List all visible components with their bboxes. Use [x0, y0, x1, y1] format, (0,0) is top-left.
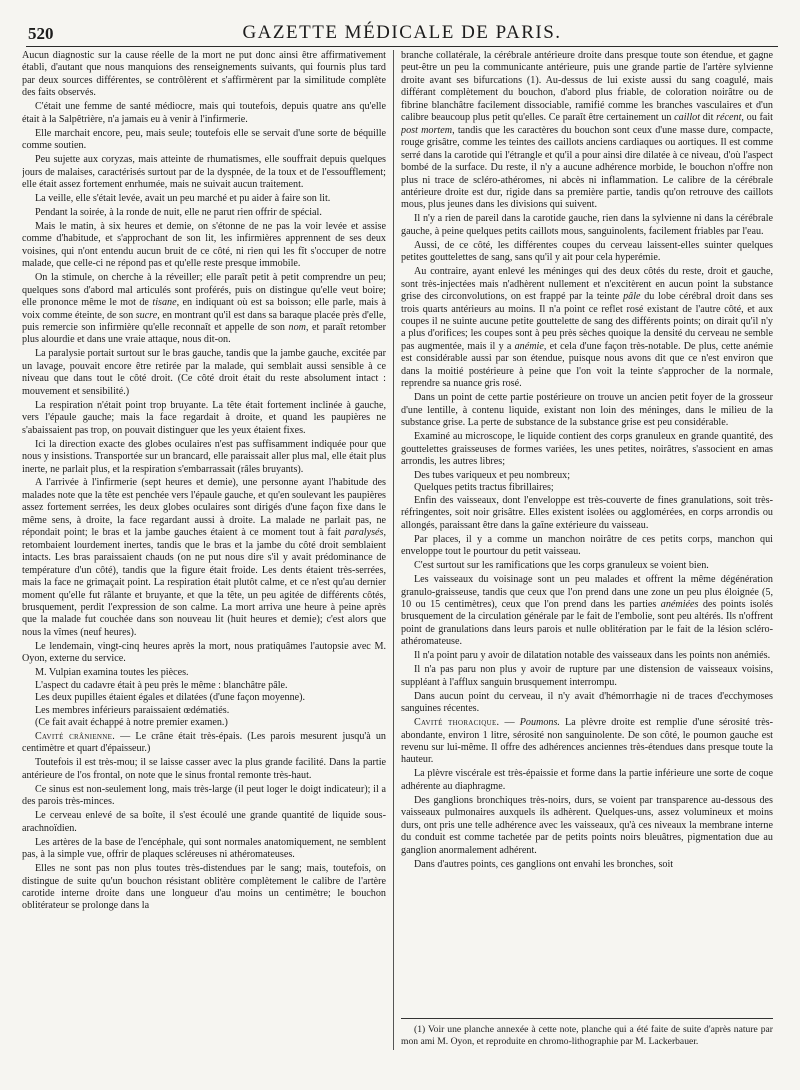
paragraph: Toutefois il est très-mou; il se laisse casser avec la plus grande facilité. Dans la partie antérieure de l'os frontal, on note que le sinus frontal remonte très-haut.	[22, 757, 386, 781]
text-run: , tandis que les caractères du bouchon sont ceux d'une masse dure, compacte, rouge grisâtre, comme les teintes des caillots anciens cardiaques ou aortiques. Il est comme serré dans la carotide qui l'étrangle et qu'il a pour ainsi dire dilatée à ce niveau, d'où l'aspect bombé de la surface. Du reste, il n'y a aucune adhérence morbide, le bouchon n'offre non plus ni trace de scléro-athéromes, ni abcès ni inflammation. Le calibre de la cérébrale antérieure droite est dur, rigide dans sa première partie, tandis qu'on retrouve des caillots mous, plus jeunes dans les divisions qui suivent.	[401, 124, 773, 211]
footnote	[401, 1024, 773, 1047]
paragraph: La respiration n'était point trop bruyante. La tête était fortement inclinée à gauche, vers l'épaule gauche; mais la face regardait à droite, et quand les paupières ne s'abaissaient pas trop, on pouvait distinguer que les yeux étaient fixes.	[22, 399, 386, 436]
paragraph: Ce sinus est non-seulement long, mais très-large (il peut loger le doigt indicateur); il a des parois très-minces.	[22, 783, 386, 808]
paragraph: Aucun diagnostic sur la cause réelle de la mort ne put donc ainsi être affirmativement établi, d'autant que nous manquions des renseignements suivants, qui fournis plus tard par deux sources différentes, se contrôlèrent et s'affirmèrent par la similitude complète des faits observés.	[22, 50, 386, 99]
paragraph: La plèvre viscérale est très-épaissie et forme dans la partie inférieure une sorte de coque adhérente au diaphragme.	[401, 768, 773, 792]
paragraph: La paralysie portait surtout sur le bras gauche, tandis que la jambe gauche, excitée par un lavage, pouvait encore être retirée par la malade, qui semblait aussi sensible à ce niveau que dans tout le côté droit. (Ce côté droit était du reste absolument intact : mouvement et sensibilité.)	[22, 348, 386, 397]
text-run: , en montrant qu'il est dans sa baraque placée près d'elle, puis remercie son infirmière qu'elle reconnaît et appelle de son	[22, 309, 386, 334]
paragraph: Enfin des vaisseaux, dont l'enveloppe est très-couverte de fines granulations, soit très-réfringentes, soit noir grisâtre. Elles existent isolées ou agglomérées, en corps arrondis ou allongés, paraissant être dans la gaîne extérieure du vaisseau.	[401, 494, 773, 531]
text-run: , ou fait	[741, 112, 773, 124]
paragraph: C'est surtout sur les ramifications que les corps granuleux se voient bien.	[414, 560, 709, 572]
paragraph: Les membres inférieurs paraissaient œdématiés.	[35, 704, 230, 716]
paragraph	[401, 50, 773, 212]
italic-term: post mortem	[401, 124, 453, 136]
paragraph: Il n'y a rien de pareil dans la carotide gauche, rien dans la sylvienne ni dans la cérébrale gauche, à peine quelques petits caillots mous, sanguinolents, facilement friables par l'eau.	[401, 213, 773, 237]
paragraph: Dans un point de cette partie postérieure on trouve un ancien petit foyer de la grosseur d'une lentille, à contenu liquide, existant non loin des méninges, dans le milieu de la substance grise. La perte de substance de la substance grise est peu considérable.	[401, 392, 773, 429]
paragraph: Aussi, de ce côté, les différentes coupes du cerveau laissent-elles suinter quelques petites gouttelettes de sang, sans qu'il y ait pour cela hyperémie.	[401, 239, 773, 264]
text-run: du lobe cérébral droit dans ses trois quarts antérieurs au moins. Il n'a point ce reflet rosé existant de l'autre côté, et aux coupes il ne suinte aucune petite gouttelette de sang des différents points; on dirait qu'il n'y a plus d'orifices; les coupes sont à peu près sèches quoique la densité du cerveau ne semble pas augmentée, mais il y a	[401, 291, 773, 352]
paragraph: Mais le matin, à six heures et demie, on s'étonne de ne pas la voir levée et assise comme d'habitude, et s'approchant de son lit, les infirmières apprennent de ses deux voisines, qui n'ont entendu aucun bruit de ce côté, ni rien qui les fît s'occuper de notre malade, que celle-ci ne répond pas et qu'elle reste presque immobile.	[22, 220, 386, 270]
italic-term: caillot	[674, 112, 701, 124]
text-run: dit	[700, 112, 717, 124]
left-column	[22, 50, 386, 1050]
text-run: Au contraire, ayant enlevé les méninges qui des deux côtés du reste, droit et gauche, sont très-injectées mais n'adhèrent nullement et n'excitèrent en aucun point la substance grise des circonvolutions, on est frappé par la teinte	[401, 266, 773, 303]
paragraph: Il n'a pas paru non plus y avoir de rupture par une distension de vaisseaux voisins, suppléant à l'afflux sanguin brusquement interrompu.	[401, 664, 773, 688]
italic-term: anémiées	[660, 598, 699, 610]
paragraph: (Ce fait avait échappé à notre premier examen.)	[35, 717, 228, 729]
text-run: des points isolés brusquement de la circulation générale par le fait de l'embolie, sont peu altérés. Ils n'offrent point de granulations dans leurs parois et nulle oblitération par le fait de la lésion scléro-athéromateuse.	[401, 598, 773, 648]
paragraph: Le lendemain, vingt-cinq heures après la mort, nous pratiquâmes l'autopsie avec M. Oyon, externe du service.	[22, 640, 386, 665]
section-label: Cavité thoracique.	[414, 717, 500, 729]
italic-term: pâle	[623, 291, 641, 303]
paragraph: Il n'a point paru y avoir de dilatation notable des vaisseaux dans les points non anémiés.	[414, 650, 771, 662]
italic-term: récent	[716, 112, 742, 124]
text-run: branche collatérale, la cérébrale antérieure droite dans presque toute son étendue, et gagne peut-être un peu la communicante antérieure, puis une grande partie de l'artère sylvienne droite avant ses bifurcations (1). Au-dessus de lui existe aussi du sang coagulé, mais différant complètement du bouchon, d'abord plus friable, de coloration noirâtre ou de fibrine blanchâtre facilement dissociable, ramifié comme les branches vasculaires et d'un calibre beaucoup plus petit qu'elles. Ce paraît être certainement un	[401, 50, 773, 124]
paragraph: Dans aucun point du cerveau, il n'y avait d'hémorrhagie ni de traces d'ecchymoses sanguines récentes.	[401, 690, 773, 715]
text-run: Les vaisseaux du voisinage sont un peu malades et offrent la même dégénération granulo-graisseuse, tandis que ceux que l'on prend dans une zone un peu plus éloignée (5, 10 ou 15 centimètres), ceux que l'on prend dans les parties	[401, 574, 773, 610]
paragraph: Elles ne sont pas non plus toutes très-distendues par le sang; mais, toutefois, on distingue de suite qu'un bouchon résistant oblitère complètement le calibre de l'artère carotide interne droite dans une longueur d'au moins un centimètre; le bouchon oblitérateur se prolonge dans la	[22, 863, 386, 912]
paragraph: Peu sujette aux coryzas, mais atteinte de rhumatismes, elle souffrait depuis quelques jours de malaises, caractérisés surtout par de la dyspnée, de la toux et de l'essoufflement; elle était assez fortement enrhumée, mais ne suivait aucun traitement.	[22, 154, 386, 191]
section-label: Cavité crânienne.	[35, 731, 116, 743]
page-number: 520	[28, 24, 54, 43]
paragraph: Les deux pupilles étaient égales et dilatées (d'une façon moyenne).	[35, 692, 306, 704]
text-run: — Le crâne était très-épais. (Les parois mesurent jusqu'à un centimètre et quart d'épaisseur.)	[22, 731, 386, 755]
paragraph: La veille, elle s'était levée, avait un peu marché et pu aider à faire son lit.	[35, 192, 331, 204]
paragraph: L'aspect du cadavre était à peu près le même : blanchâtre pâle.	[35, 679, 288, 691]
paragraph: Des tubes variqueux et peu nombreux;	[414, 469, 571, 481]
paragraph	[22, 731, 386, 756]
text-run: —	[499, 717, 520, 729]
paragraph: C'était une femme de santé médiocre, mais qui toutefois, depuis quatre ans qu'elle était à la Salpêtrière, n'a jamais eu à venir à l'infirmerie.	[22, 101, 386, 125]
italic-term: Poumons.	[519, 717, 560, 729]
text-run: , en indiquant où est sa boisson; elle parle, mais à voix comme éteinte, de son	[22, 297, 386, 321]
italic-term: anémie	[514, 340, 544, 352]
text-run: La plèvre droite est remplie d'une sérosité très-abondante, environ 1 litre, sérosité non sanguinolente. De son côté, le poumon gauche est revenu sur lui-même. Il offre des adhérences anciennes très-étendues dans presque toute la hauteur.	[401, 717, 773, 766]
paragraph: Quelques petits tractus fibrillaires;	[414, 482, 554, 494]
paragraph	[401, 266, 773, 391]
italic-term: tisane	[152, 297, 177, 309]
paragraph	[22, 272, 386, 347]
text-run: On la stimule, on cherche à la réveiller; elle paraît petit à petit comprendre un peu; quelques sons d'abord mal articulés sont proférés, puis on distingue qu'elle veut boire; elle prononce même le mot de	[22, 272, 386, 309]
italic-term: sucre	[135, 309, 158, 321]
footnote-rule	[401, 1018, 773, 1019]
paragraph: Examiné au microscope, le liquide contient des corps granuleux en grande quantité, des gouttelettes graisseuses de formes variées, les unes petites, noirâtres, s'associent en amas arrondis, les autres libres;	[401, 431, 773, 467]
paragraph: Le cerveau enlevé de sa boîte, il s'est écoulé une grande quantité de liquide sous-arachnoïdien.	[22, 810, 386, 834]
paragraph: Par places, il y a comme un manchon noirâtre de ces petits corps, manchon qui enveloppe tout le pourtour du petit vaisseau.	[401, 533, 773, 558]
paragraph	[401, 574, 773, 649]
paragraph: Dans d'autres points, ces ganglions ont envahi les bronches, soit	[414, 858, 674, 870]
paragraph: M. Vulpian examina toutes les pièces.	[35, 667, 189, 679]
text-run: , retombaient lourdement inertes, tandis que le bras et la jambe du côté droit semblaient intacts. Les bras paraissaient chauds (on ne put nous dire s'il y avait prédominance de température d'un côté), tandis que la figure était froide. Les dents étaient très-serrées, mais la face ne grimaçait point. La respiration était plutôt calme, et ce n'est qu'au dernier moment qu'elle fut râlante et bruyante, et que la tête, un peu agitée de différents côtés, brusquement, perdit l'expression de son calme. La mort arriva une heure à peine après que la malade fut couchée dans son nouveau lit (huit heures et demie); c'est alors que nous la vîmes (neuf heures).	[22, 527, 386, 638]
right-column	[401, 50, 773, 1050]
text-run: , et paraît retomber plus alourdie et dans une vraie attaque, nous dit-on.	[22, 322, 386, 346]
paragraph	[22, 477, 386, 639]
text-run: A l'arrivée à l'infirmerie (sept heures et demie), une personne ayant l'habitude des malades note que la tête est penchée vers l'épaule gauche, et qu'en soulevant les paupières assez fortement serrées, les deux globes oculaires sont dirigés d'une façon fixe dans le même sens, à droite, la face regardant aussi à droite. La malade ne parlait pas, ne répondait point; le bras et la jambe gauches étaient à ce moment tout à fait	[22, 477, 386, 539]
footnote-text: (1) Voir une planche annexée à cette note, planche qui a été faite de suite d'après nature par mon ami M. Oyon, et reproduite en chromo-lithographie par M. Lackerbauer.	[401, 1024, 773, 1047]
page-header	[26, 16, 778, 47]
column-divider	[393, 50, 394, 1050]
journal-title: GAZETTE MÉDICALE DE PARIS.	[242, 22, 562, 43]
paragraph: Les artères de la base de l'encéphale, qui sont normales anatomiquement, ne semblent pas, à la simple vue, offrir de plaques scléreuses ni athéromateuses.	[22, 836, 386, 861]
paragraph: Ici la direction exacte des globes oculaires n'est pas suffisamment indiquée pour que nous y insistions. Transportée sur un brancard, elle paraissait aller plus mal, elle était plus inerte, ne parlait plus, et la respiration s'embarrassait (râles bruyants).	[22, 438, 386, 475]
paragraph: Elle marchait encore, peu, mais seule; toutefois elle se servait d'une sorte de béquille comme soutien.	[22, 127, 386, 152]
paragraph	[401, 717, 773, 767]
paragraph: Pendant la soirée, à la ronde de nuit, elle ne parut rien offrir de spécial.	[35, 206, 322, 218]
italic-term: paralysés	[344, 527, 384, 539]
paragraph: Des ganglions bronchiques très-noirs, durs, se voient par transparence au-dessous des vaisseaux pulmonaires auxquels ils adhèrent. Quelques-uns, assez volumineux et moins durs, ont pris une telle adhérence avec les vaisseaux, qu'à ces niveaux la membrane interne du conduit est comme tachetée par de petits points noirs bleuâtres, pigmentation due au ganglion anormalement adhérent.	[401, 794, 773, 856]
italic-term: nom	[288, 322, 306, 334]
text-run: , et cela d'une façon très-notable. De plus, cette anémie est considérable aussi par son étendue, puisque nous avons dit que ce n'est environ que dans la moitié postérieure à peine que l'on voit la teinte s'approcher de la normale, reprendre sa nuance gris rosé.	[401, 340, 773, 390]
